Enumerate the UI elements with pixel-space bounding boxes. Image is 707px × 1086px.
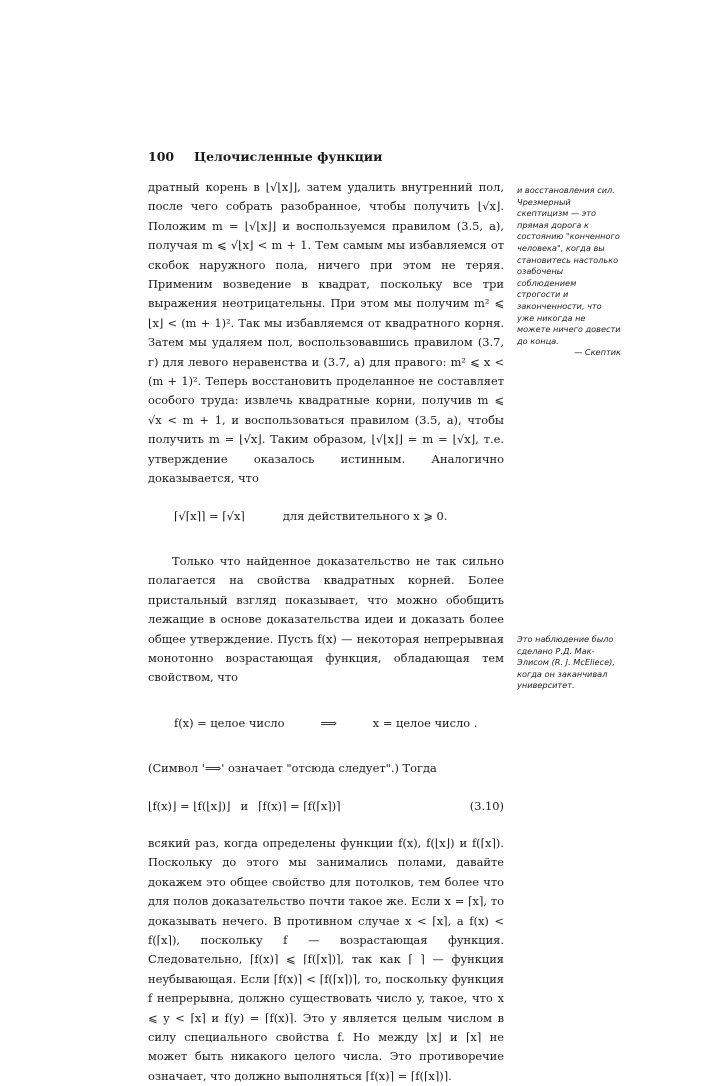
formula-2-right: x = целое число . (372, 715, 478, 730)
margin-note-skeptic (517, 185, 621, 359)
margin-note-2-text: Это наблюдение было сделано Р.Д. Мак-Элиcом (R. J. McEliece), когда он заканчивал университет. (517, 634, 615, 691)
formula-ceiling-sqrt (148, 507, 504, 526)
formula-1-expression: ⌈√⌈x⌉⌉ = ⌈√x⌉ (174, 508, 245, 523)
main-text-column (148, 178, 504, 1086)
formula-3-conjunction: и (240, 798, 249, 813)
formula-1-condition: для действительного x ⩾ 0. (282, 508, 448, 523)
paragraph-4: всякий раз, когда определены функции f(x), f(⌊x⌋) и f(⌈x⌉). Поскольку до этого мы занимались полами, давайте докажем это общее свойство для потолков, тем более что для полов доказательство почти такое же. Если x = ⌈x⌉, то доказывать нечего. В противном случае x < ⌈x⌉, а f(x) < f(⌈x⌉), поскольку f — возрастающая функция. Следовательно, ⌈f(x)⌉ ⩽ ⌈f(⌈x⌉)⌉, так как ⌈ ⌉ — функция неубывающая. Если ⌈f(x)⌉ < ⌈f(⌈x⌉)⌉, то, поскольку функция f непрерывна, должно существовать число y, такое, что x ⩽ y < ⌈x⌉ и f(y) = ⌈f(x)⌉. Это y является целым числом в силу специального свойства f. Но между ⌊x⌋ и ⌈x⌉ не может быть никакого целого числа. Это противоречие означает, что должно выполняться ⌈f(x)⌉ = ⌈f(⌈x⌉)⌉. (148, 835, 504, 1083)
running-title: Целочисленные функции (194, 149, 383, 164)
formula-3-right: ⌈f(x)⌉ = ⌈f(⌈x⌉)⌉ (258, 798, 341, 813)
formula-integer-property (148, 714, 504, 733)
running-header (148, 149, 382, 164)
margin-note-1-text: и восстановления сил. Чрезмерный скептицизм — это прямая дорога к состоянию "конченного человека", когда вы становитесь настолько озабочены соблюдением строгости и законченности, что уже никогда не можете ничего довести до конца. (517, 185, 621, 346)
formula-2-left: f(x) = целое число (174, 715, 285, 730)
margin-note-1-signature: — Скептик (574, 347, 621, 358)
formula-3-10 (148, 797, 504, 816)
page-number: 100 (148, 149, 175, 164)
equation-number: (3.10) (469, 798, 504, 813)
implies-arrow: ⟹ (320, 715, 337, 730)
paragraph-2: Только что найденное доказательство не так сильно полагается на свойства квадратных корней. Более пристальный взгляд показывает, что можно обобщить лежащие в основе доказательства идеи и доказать более общее утверждение. Пусть f(x) — некоторая непрерывная монотонно возрастающая функция, обладающая тем свойством, что (148, 553, 504, 685)
margin-note-mceliece (517, 634, 621, 692)
formula-3-left: ⌊f(x)⌋ = ⌊f(⌊x⌋)⌋ (148, 798, 231, 813)
paragraph-1: дратный корень в ⌊√⌊x⌋⌋, затем удалить внутренний пол, после чего собрать разобранное, чтобы получить ⌊√x⌋. Положим m = ⌊√⌊x⌋⌋ и воспользуемся правилом (3.5, a), получая m ⩽ √⌊x⌋ < m + 1. Тем самым мы избавляемся от скобок наружного пола, ничего при этом не теряя. Применим возведение в квадрат, поскольку все три выражения неотрицательны. При этом мы получим m² ⩽ ⌊x⌋ < (m + 1)². Так мы избавляемся от квадратного корня. Затем мы удаляем пол, воспользовавшись правилом (3.7, г) для левого неравенства и (3.7, a) для правого: m² ⩽ x < (m + 1)². Теперь восстановить проделанное не составляет особого труда: извлечь квадратные корни, получив m ⩽ √x < m + 1, и воспользоваться правилом (3.5, a), чтобы получить m = ⌊√x⌋. Таким образом, ⌊√⌊x⌋⌋ = m = ⌊√x⌋, т.е. утверждение оказалось истинным. Аналогично доказывается, что (148, 180, 504, 486)
paragraph-3: (Символ '⟹' означает "отсюда следует".) Тогда (148, 761, 437, 776)
